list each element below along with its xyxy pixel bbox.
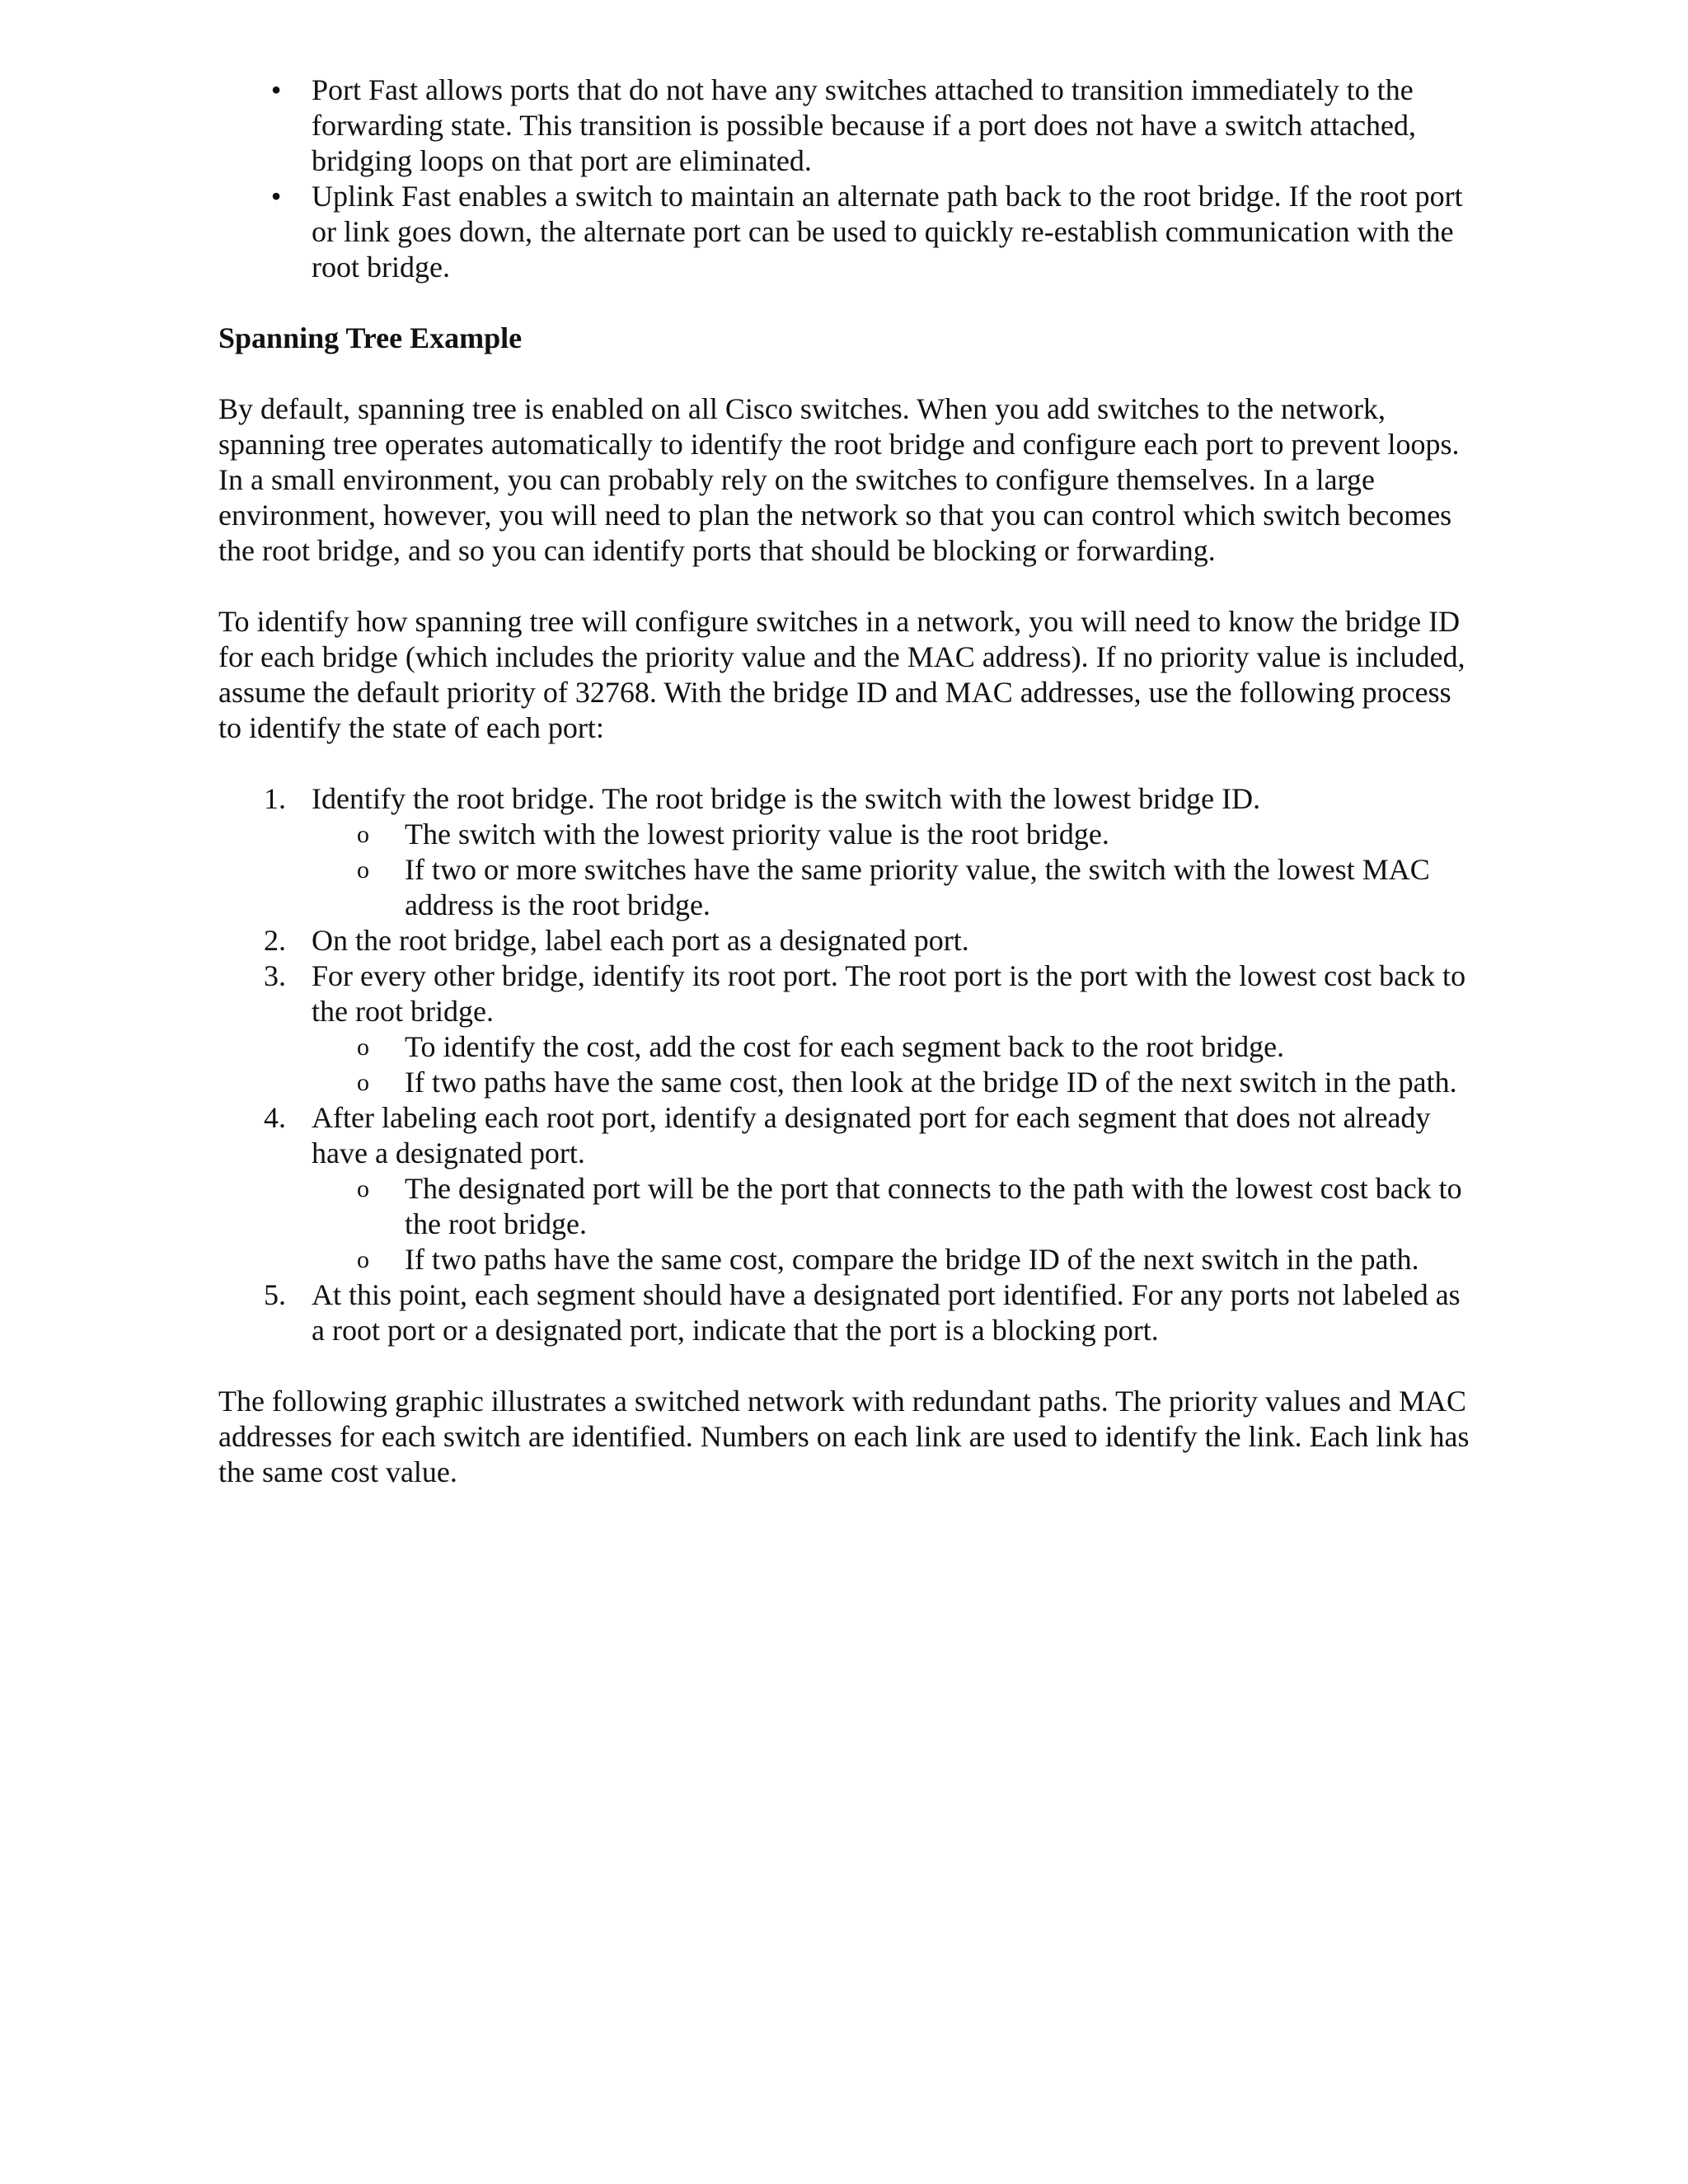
- section-heading: Spanning Tree Example: [218, 321, 523, 354]
- circle-bullet-icon: o: [357, 1175, 369, 1202]
- step-number: 2.: [264, 924, 286, 957]
- sub-step-item: [312, 1065, 1471, 1100]
- bullet-text: Port Fast allows ports that do not have any switches attached to transition immediately to the forwarding state. This transition is possible because if a port does not have a switch attached, bridging loops on that port are eliminated.: [312, 73, 1416, 177]
- sub-step-text: The switch with the lowest priority value is the root bridge.: [405, 818, 1109, 851]
- list-item: [218, 73, 1471, 179]
- intro-paragraph: By default, spanning tree is enabled on all Cisco switches. When you add switches to the network, spanning tree operates automatically to identify the root bridge and configure each port to prevent loops. In a small environment, you can probably rely on the switches to configure themselves. In a large environment, however, you will need to plan the network so that you can control which switch becomes the root bridge, and so you can identify ports that should be blocking or forwarding.: [218, 392, 1460, 567]
- circle-bullet-icon: o: [357, 856, 369, 883]
- process-steps-list: [218, 781, 1471, 1348]
- sub-step-list: [312, 1029, 1471, 1100]
- sub-step-text: If two paths have the same cost, compare the bridge ID of the next switch in the path.: [405, 1243, 1419, 1276]
- step-text: After labeling each root port, identify a designated port for each segment that does not already have a designated port.: [312, 1101, 1431, 1169]
- step-text: Identify the root bridge. The root bridge is the switch with the lowest bridge ID.: [312, 782, 1261, 815]
- step-item: [218, 1100, 1471, 1277]
- step-number: 5.: [264, 1278, 286, 1311]
- step-number: 4.: [264, 1101, 286, 1134]
- graphic-intro-paragraph: The following graphic illustrates a switched network with redundant paths. The priority values and MAC addresses for each switch are identified. Numbers on each link are used to identify the link. Each link has the same cost value.: [218, 1385, 1470, 1488]
- step-text: On the root bridge, label each port as a designated port.: [312, 924, 969, 957]
- step-item: [218, 1277, 1471, 1348]
- sub-step-list: [312, 1171, 1471, 1277]
- step-number: 3.: [264, 959, 286, 992]
- sub-step-text: The designated port will be the port that connects to the path with the lowest cost back to the root bridge.: [405, 1172, 1462, 1240]
- sub-step-item: [312, 1242, 1471, 1277]
- sub-step-item: [312, 1171, 1471, 1242]
- bullet-text: Uplink Fast enables a switch to maintain an alternate path back to the root bridge. If the root port or link goes down, the alternate port can be used to quickly re-establish communication with the root bridge.: [312, 180, 1463, 284]
- bullet-icon: •: [270, 180, 282, 213]
- list-item: [218, 179, 1471, 285]
- step-text: For every other bridge, identify its root port. The root port is the port with the lowest cost back to the root bridge.: [312, 959, 1466, 1028]
- step-item: [218, 958, 1471, 1100]
- step-item: [218, 923, 1471, 958]
- sub-step-text: To identify the cost, add the cost for each segment back to the root bridge.: [405, 1030, 1285, 1063]
- circle-bullet-icon: o: [357, 821, 369, 848]
- circle-bullet-icon: o: [357, 1033, 369, 1061]
- sub-step-item: [312, 817, 1471, 852]
- step-text: At this point, each segment should have a designated port identified. For any ports not labeled as a root port or a designated port, indicate that the port is a blocking port.: [312, 1278, 1461, 1347]
- process-paragraph: To identify how spanning tree will configure switches in a network, you will need to know the bridge ID for each bridge (which includes the priority value and the MAC address). If no priority value is included, assume the default priority of 32768. With the bridge ID and MAC addresses, use the following process to identify the state of each port:: [218, 605, 1465, 744]
- step-number: 1.: [264, 782, 286, 815]
- document-page: [218, 73, 1471, 1490]
- sub-step-list: [312, 817, 1471, 923]
- feature-bullet-list: [218, 73, 1471, 285]
- circle-bullet-icon: o: [357, 1069, 369, 1096]
- sub-step-text: If two or more switches have the same priority value, the switch with the lowest MAC address is the root bridge.: [405, 853, 1430, 921]
- circle-bullet-icon: o: [357, 1246, 369, 1273]
- step-item: [218, 781, 1471, 923]
- bullet-icon: •: [270, 73, 282, 106]
- sub-step-item: [312, 1029, 1471, 1065]
- sub-step-text: If two paths have the same cost, then look at the bridge ID of the next switch in the path.: [405, 1066, 1457, 1099]
- sub-step-item: [312, 852, 1471, 923]
